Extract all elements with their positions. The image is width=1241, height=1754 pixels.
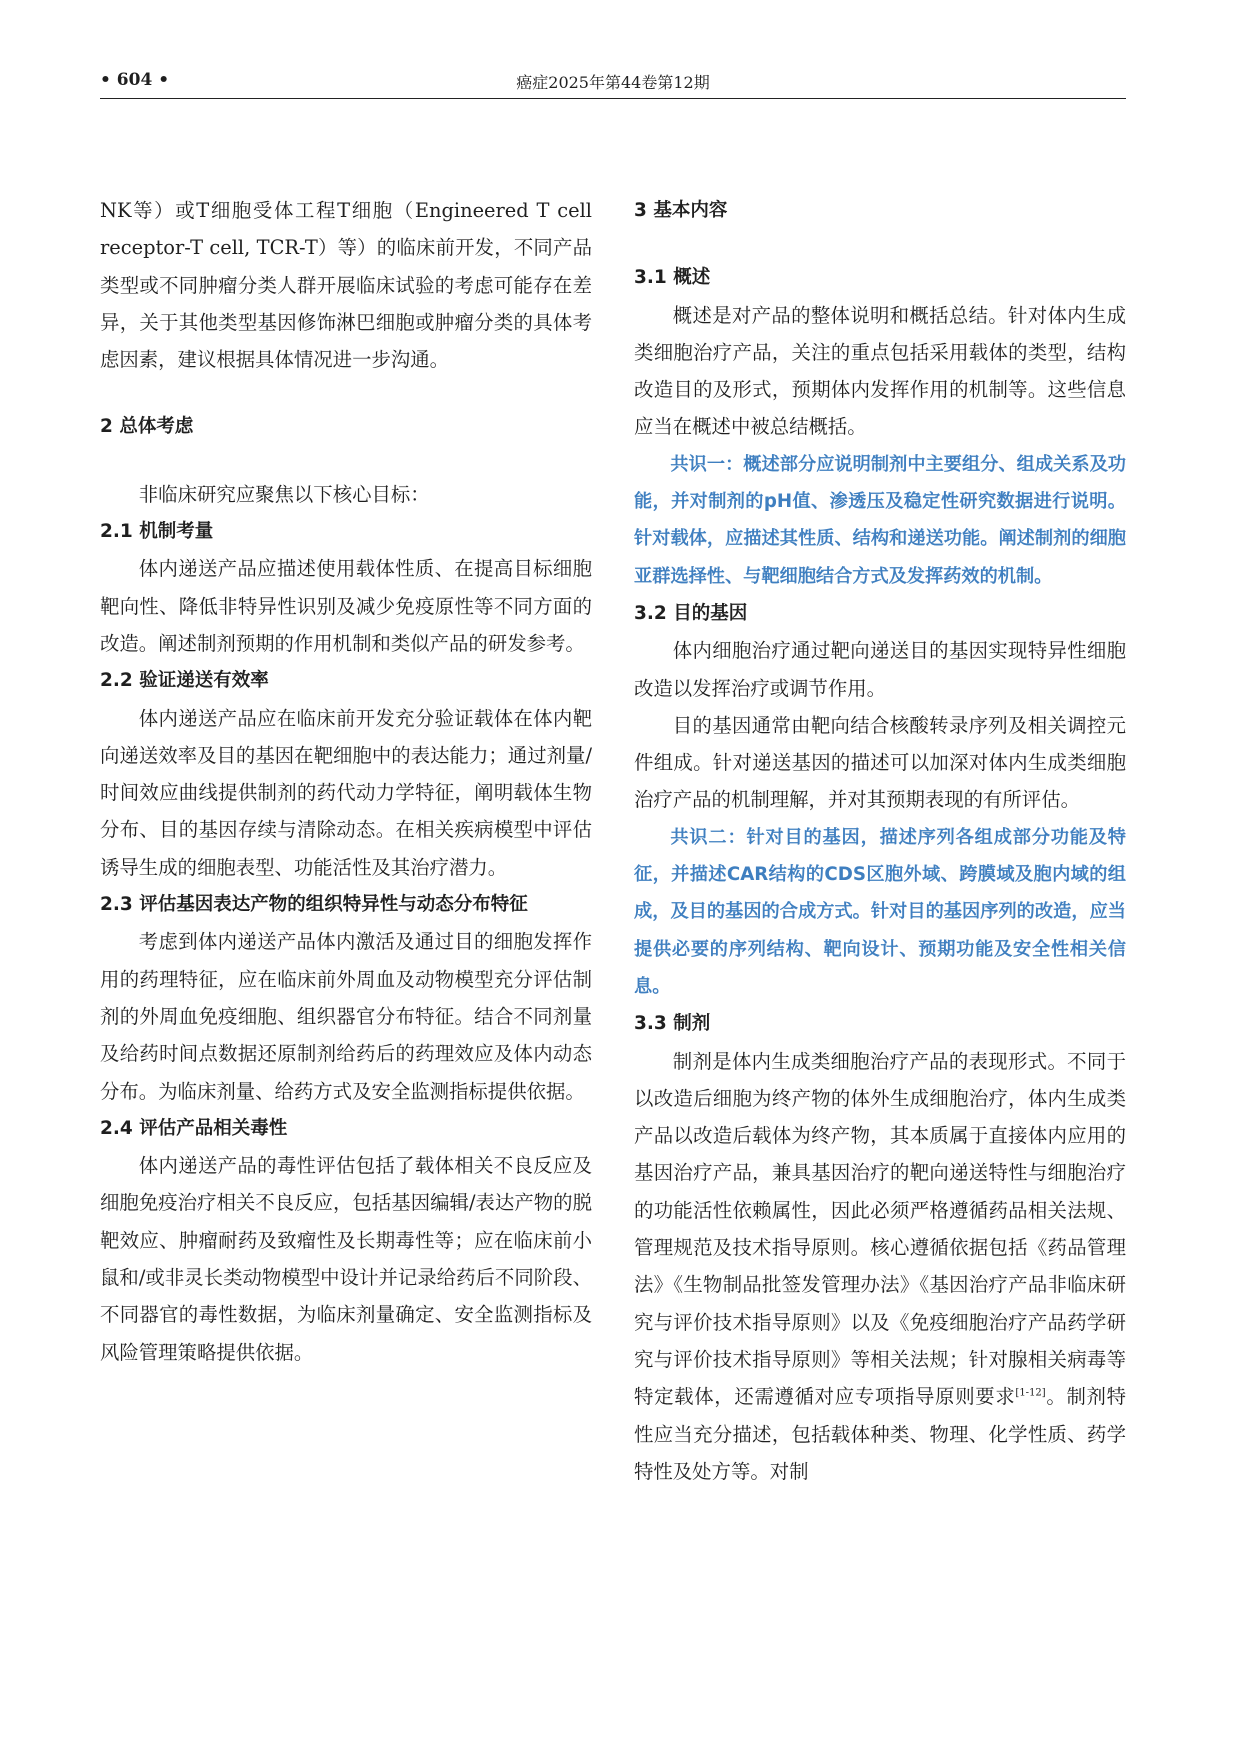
paragraph-3-3: [634, 1043, 1126, 1491]
paragraph-2-4: 体内递送产品的毒性评估包括了载体相关不良反应及细胞免疫治疗相关不良反应，包括基因编辑/表达产物的脱靶效应、肿瘤耐药及致瘤性及长期毒性等；应在临床前小鼠和/或非灵长类动物模型中设计并记录给药后不同阶段、不同器官的毒性数据，为临床剂量确定、安全监测指标及风险管理策略提供依据。: [100, 1154, 592, 1364]
section-heading-2: 2 总体考虑: [100, 416, 194, 438]
subsection-heading-2-4: 2.4 评估产品相关毒性: [100, 1117, 288, 1139]
paragraph-2-3: 考虑到体内递送产品体内激活及通过目的细胞发挥作用的药理特征，应在临床前外周血及动物模型充分评估制剂的外周血免疫细胞、组织器官分布特征。结合不同剂量及给药时间点数据还原制剂给药后的药理效应及体内动态分布。为临床剂量、给药方式及安全监测指标提供依据。: [100, 930, 592, 1103]
paragraph-intro: 非临床研究应聚焦以下核心目标：: [138, 482, 430, 506]
consensus-one: 共识一：概述部分应说明制剂中主要组分、组成关系及功能，并对制剂的pH值、渗透压及稳定性研究数据进行说明。针对载体，应描述其性质、结构和递送功能。阐述制剂的细胞亚群选择性、与靶细胞结合方式及发挥药效的机制。: [634, 453, 1126, 587]
paragraph-3-3-tail: 。制剂特性应当充分描述，包括载体种类、物理、化学性质、药学特性及处方等。对制: [634, 1385, 1127, 1483]
citation-1-12[interactable]: [1-12]: [1015, 1387, 1046, 1399]
subsection-heading-3-1: 3.1 概述: [634, 267, 711, 289]
consensus-two: 共识二：针对目的基因，描述序列各组成部分功能及特征，并描述CAR结构的CDS区胞外域、跨膜域及胞内域的组成，及目的基因的合成方式。针对目的基因序列的改造，应当提供必要的序列结构、靶向设计、预期功能及安全性相关信息。: [634, 826, 1126, 997]
subsection-heading-2-3: 2.3 评估基因表达产物的组织特异性与动态分布特征: [100, 894, 528, 916]
paragraph-3-2a: 体内细胞治疗通过靶向递送目的基因实现特异性细胞改造以发挥治疗或调节作用。: [634, 639, 1126, 700]
left-column: [100, 192, 592, 1371]
paragraph-2-2: 体内递送产品应在临床前开发充分验证载体在体内靶向递送效率及目的基因在靶细胞中的表达能力；通过剂量/时间效应曲线提供制剂的药代动力学特征，阐明载体生物分布、目的基因存续与清除动态。在相关疾病模型中评估诱导生成的细胞表型、功能活性及其治疗潜力。: [100, 706, 592, 879]
paragraph-3-3-text: 制剂是体内生成类细胞治疗产品的表现形式。不同于以改造后细胞为终产物的体外生成细胞治疗，体内生成类产品以改造后载体为终产物，其本质属于直接体内应用的基因治疗产品，兼具基因治疗的靶向递送特性与细胞治疗的功能活性依赖属性，因此必须严格遵循药品相关法规、管理规范及技术指导原则。核心遵循依据包括《药品管理法》《生物制品批签发管理办法》《基因治疗产品非临床研究与评价技术指导原则》以及《免疫细胞治疗产品药学研究与评价技术指导原则》等相关法规；针对腺相关病毒等特定载体，还需遵循对应专项指导原则要求: [634, 1049, 1126, 1409]
right-column: [634, 192, 1126, 1490]
paragraph-2-1: 体内递送产品应描述使用载体性质、在提高目标细胞靶向性、降低非特异性识别及减少免疫原性等不同方面的改造。阐述制剂预期的作用机制和类似产品的研发参考。: [100, 557, 592, 655]
paragraph-3-1: 概述是对产品的整体说明和概括总结。针对体内生成类细胞治疗产品，关注的重点包括采用载体的类型，结构改造目的及形式，预期体内发挥作用的机制等。这些信息应当在概述中被总结概括。: [634, 303, 1126, 439]
subsection-heading-2-1: 2.1 机制考量: [100, 521, 214, 543]
subsection-heading-3-3: 3.3 制剂: [634, 1013, 711, 1035]
paragraph-3-2b: 目的基因通常由靶向结合核酸转录序列及相关调控元件组成。针对递送基因的描述可以加深对体内生成类细胞治疗产品的机制理解，并对其预期表现的有所评估。: [634, 713, 1126, 812]
section-heading-3: 3 基本内容: [634, 200, 728, 221]
paragraph-continued: NK等）或T细胞受体工程T细胞（Engineered T cell receptor-T cell, TCR-T）等）的临床前开发，不同产品类型或不同肿瘤分类人群开展临床试验的考虑可能存在差异，关于其他类型基因修饰淋巴细胞或肿瘤分类的具体考虑因素，建议根据具体情况进一步沟通。: [100, 199, 592, 372]
page-number: • 604 •: [100, 70, 170, 90]
running-header: [100, 70, 1126, 100]
subsection-heading-3-2: 3.2 目的基因: [634, 602, 748, 624]
journal-title: 癌症2025年第44卷第12期: [516, 73, 710, 92]
subsection-heading-2-2: 2.2 验证递送有效率: [100, 670, 269, 692]
header-rule: [100, 98, 1126, 99]
